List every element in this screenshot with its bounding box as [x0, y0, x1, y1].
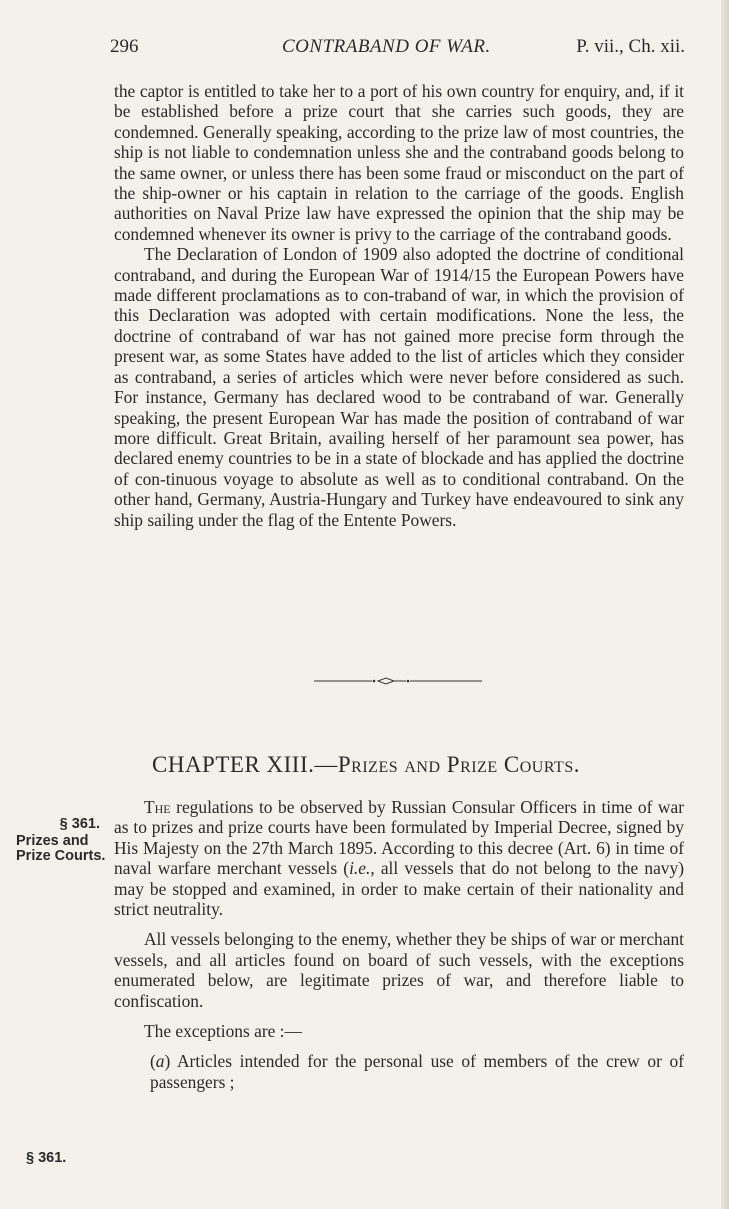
paragraph-declaration-of-london: The Declaration of London of 1909 also adopted the doctrine of conditional contraband, and during the European War of 1914/15 the European Powers have made different proclamations as to con-traband of war, in which the provision of this Declaration was adopted with certain modifications. None the less, the doctrine of contraband of war has not gained more precise form through the present war, as some States have added to the list of articles which they consider as contraband, a series of articles which were never before considered as such. For instance, Germany has declared wood to be contraband of war. Generally speaking, the present European War has made the position of contraband of war more difficult. Great Britain, availing herself of her paramount sea power, has declared enemy countries to be in a state of blockade and has applied the doctrine of con-tinuous voyage to absolute as well as to conditional contraband. On the other hand, Germany, Austria-Hungary and Turkey have endeavoured to sink any ship sailing under the flag of the Entente Powers. [114, 244, 684, 530]
page-edge [721, 0, 729, 1209]
chapter-heading [152, 752, 672, 778]
chapter-title: Prizes and Prize Courts. [337, 752, 580, 777]
sidenote-label: Prizes and Prize Courts. [16, 833, 106, 864]
footer-section-marker: § 361. [26, 1150, 67, 1166]
running-header [110, 36, 685, 60]
page-number: 296 [110, 36, 139, 57]
item-a-label: a [155, 1051, 165, 1072]
paragraph-regulations-end: , all vessels that do not belong to the navy) may be stopped and examined, in order to make certain of their nationality and strict neutrality. [114, 858, 684, 920]
item-a-text: Articles intended for the personal use of members of the crew or of passengers ; [150, 1051, 684, 1092]
paragraph-continuation: the captor is entitled to take her to a port of his own country for enquiry, and, if it be established before a prize court that she carries such goods, they are condemned. Generally speaking, according to the prize law of most countries, the ship is not liable to condemnation unless she and the contraband goods belong to the same owner, or unless there has been some fraud or misconduct on the part of the ship-owner or his captain in relation to the carriage of the goods. English authorities on Naval Prize law have expressed the opinion that the ship may be condemned whenever its owner is privy to the carriage of the contraband goods. [114, 81, 684, 244]
sidenote-section: § 361. [59, 816, 100, 832]
paragraph-enemy-vessels: All vessels belonging to the enemy, whether they be ships of war or merchant vessels, and all articles found on board of such vessels, with the exceptions enumerated below, are legitimate prizes of war, and therefore liable to confiscation. [114, 929, 684, 1011]
exception-item-a: (a) Articles intended for the personal use of members of the crew or of passengers ; [150, 1051, 684, 1092]
abbreviation-ie: i.e. [349, 858, 371, 879]
part-chapter-ref: P. vii., Ch. xii. [576, 36, 685, 57]
margin-sidenote [16, 817, 106, 864]
running-title: CONTRABAND OF WAR. [282, 36, 491, 57]
paragraph-regulations-text: regulations to be observed by Russian Consular Officers in time of war as to prizes and prize courts have been formulated by Imperial Decree, signed by His Majesty on the 27th March 1895. According to this decree (Art. 6) in time of naval warfare merchant vessels ( [114, 797, 684, 879]
top-text-block [114, 81, 684, 530]
lead-word: The [144, 797, 171, 817]
chapter-number: CHAPTER XIII.— [152, 752, 338, 777]
exceptions-intro: The exceptions are :— [144, 1021, 302, 1042]
chapter-text-block [114, 797, 684, 1092]
section-divider-ornament [314, 677, 482, 685]
paragraph-regulations [114, 797, 684, 919]
